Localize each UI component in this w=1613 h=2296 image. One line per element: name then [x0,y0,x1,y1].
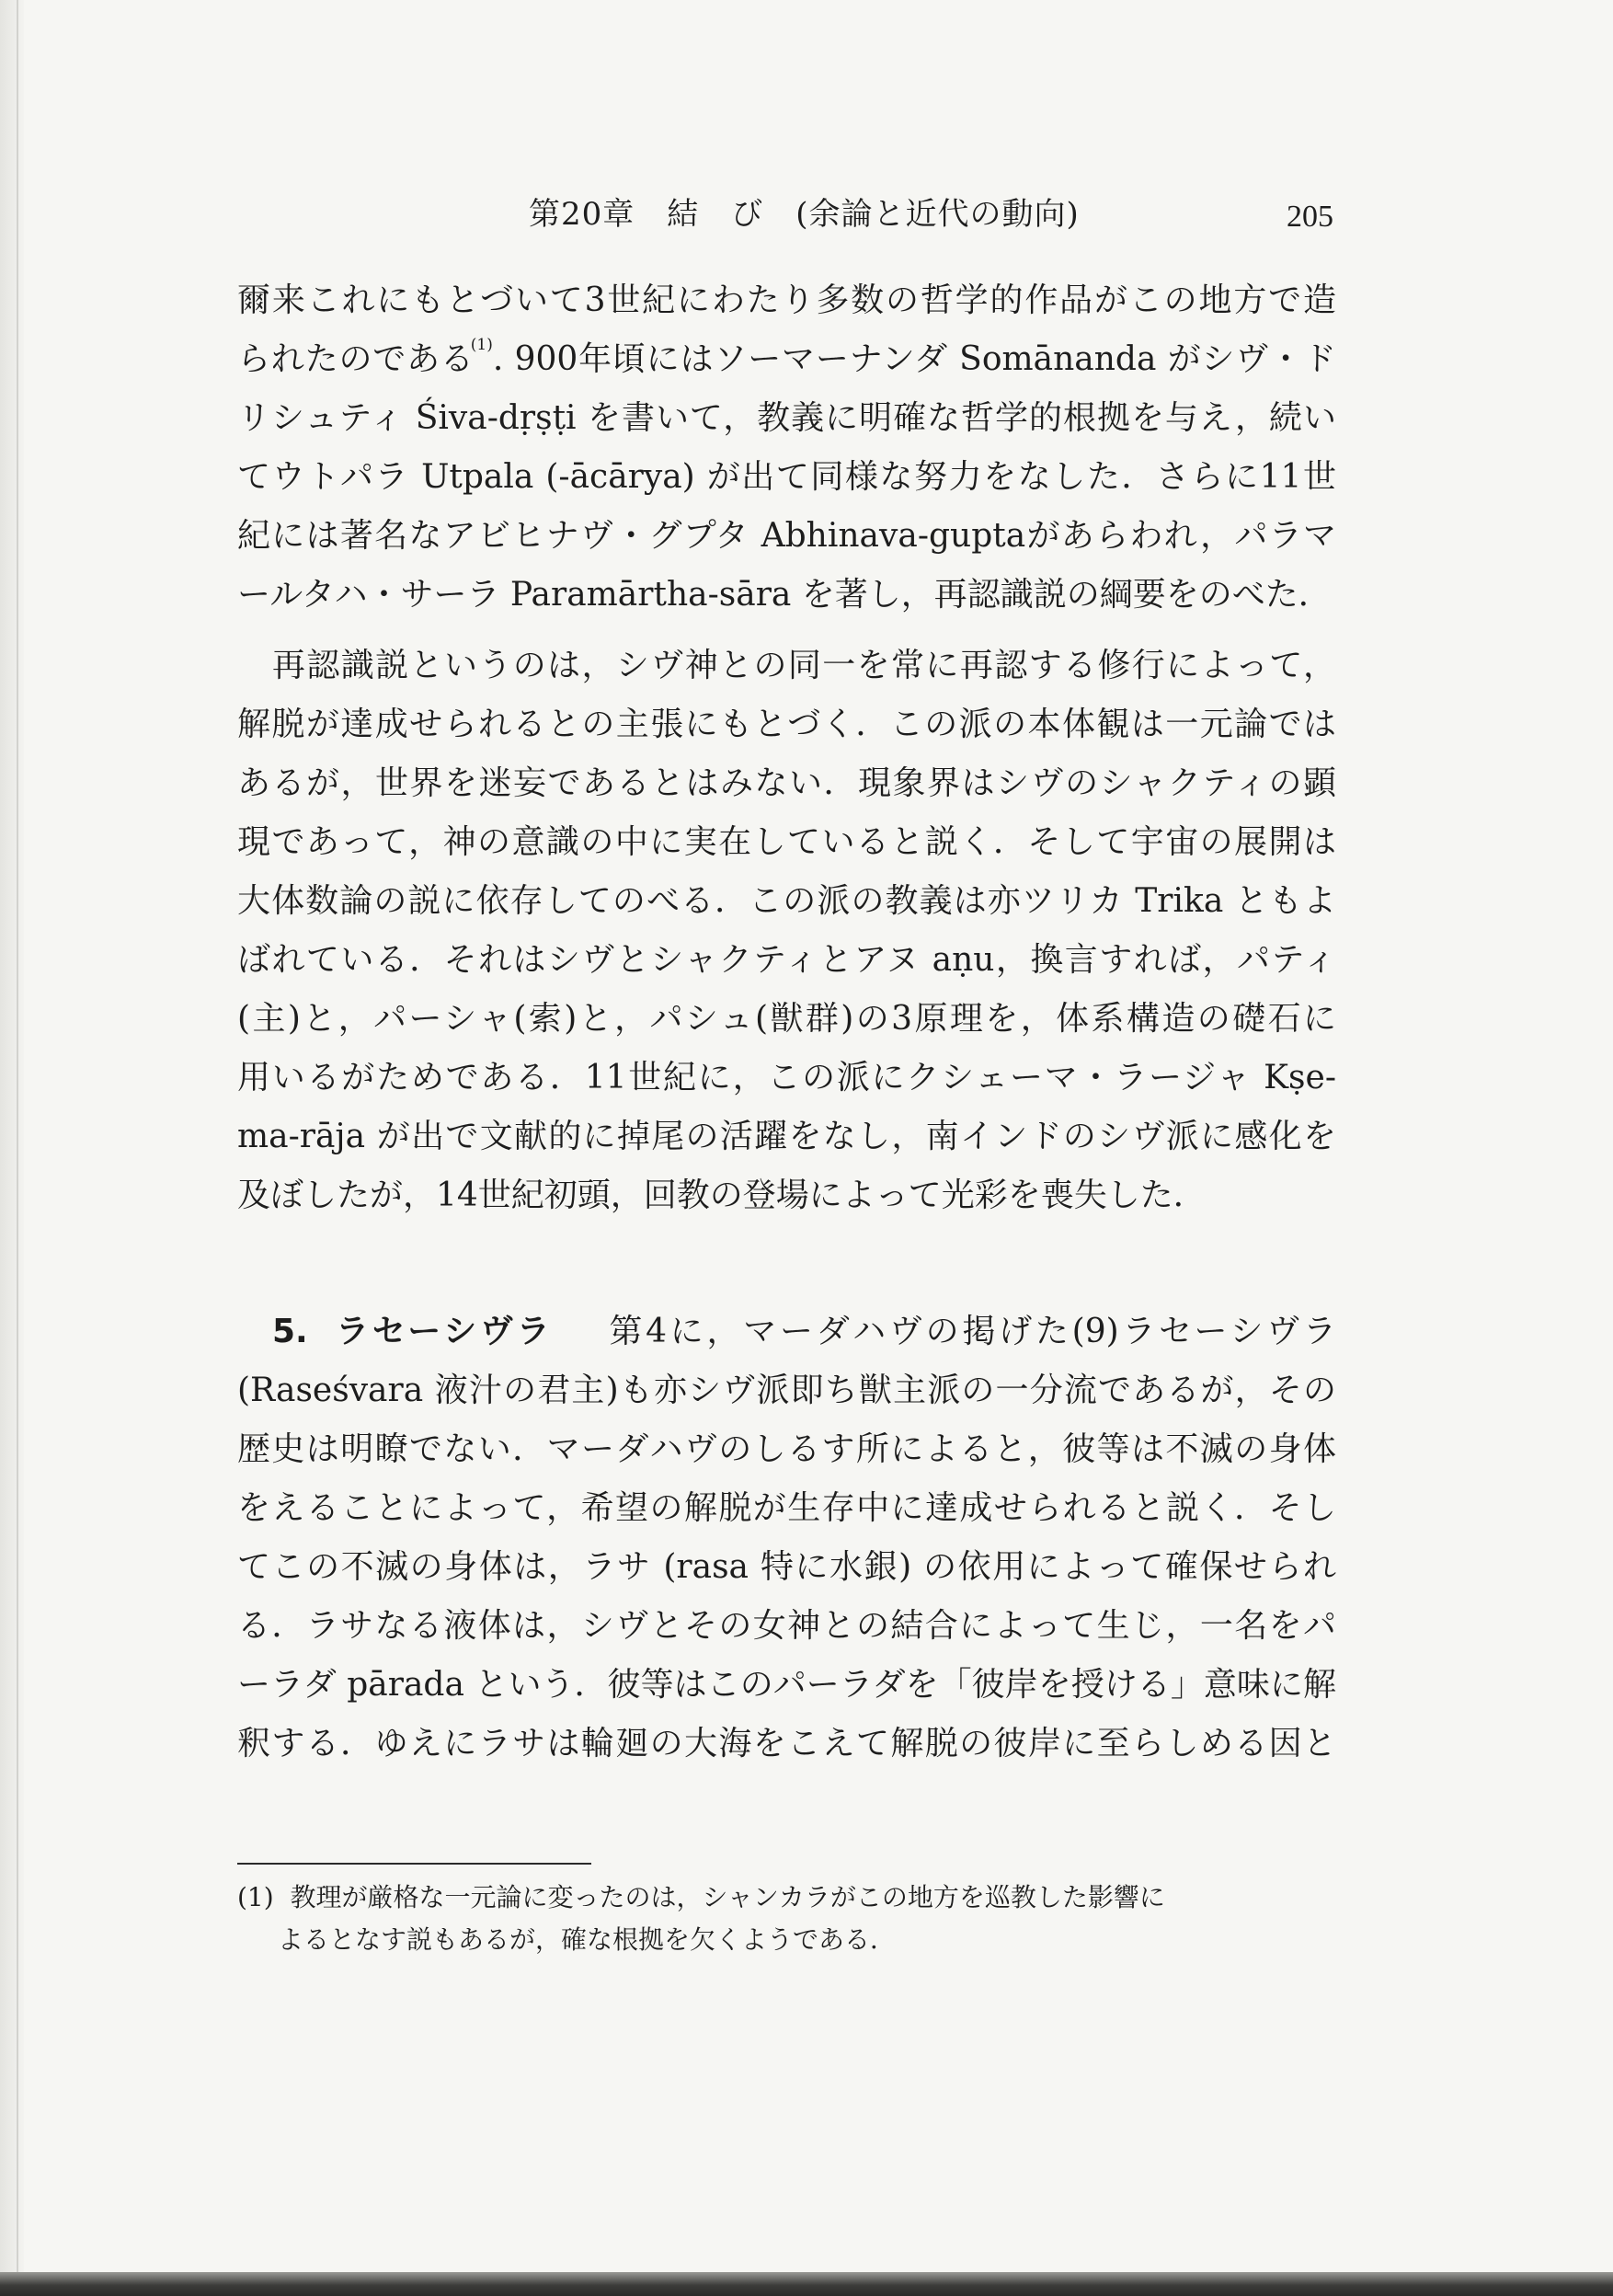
body-line: 現であって，神の意識の中に実在していると説く．そして宇宙の展開は [237,823,1336,861]
body-line: てこの不滅の身体は，ラサ (rasa 特に水銀) の依用によって確保せられ [237,1548,1336,1586]
footnote-marker: (1) [237,1882,274,1912]
page-edge-shadow [0,0,24,2296]
body-line: をえることによって，希望の解脱が生存中に達成せられると説く．そし [237,1489,1336,1527]
footnote-line [237,1877,1336,1919]
body-line: ーラダ pārada という．彼等はこのパーラダを「彼岸を授ける」意味に解 [237,1666,1336,1704]
scan-bottom-edge [0,2272,1613,2296]
body-text: られたのである [237,340,475,378]
body-line: 及ぼしたが，14世紀初頭，回教の登場によって光彩を喪失した． [237,1177,1207,1214]
body-line: 再認識説というのは，シヴ神との同一を常に再認する修行によって， [272,647,1336,684]
page-number: 205 [1287,200,1333,234]
body-line: ールタハ・サーラ Paramārtha-sāra を著し，再認識説の綱要をのべた． [237,576,1332,614]
body-line: リシュティ Śiva-dṛṣṭi を書いて，教義に明確な哲学的根拠を与え，続い [237,399,1336,437]
body-line: 大体数論の説に依存してのべる．この派の教義は亦ツリカ Trika ともよ [237,882,1336,920]
footnote-line: よるとなす説もあるが，確な根拠を欠くようである． [278,1924,897,1955]
section-title: ラセーシヴラ [336,1313,554,1350]
body-line: (主)と，パーシャ(索)と，パシュ(獣群)の3原理を，体系構造の礎石に [237,1000,1336,1038]
body-line: 用いるがためである．11世紀に，この派にクシェーマ・ラージャ Kṣe- [237,1059,1336,1096]
body-line: 爾来これにもとづいて3世紀にわたり多数の哲学的作品がこの地方で造 [237,281,1336,319]
body-line: ma-rāja が出で文献的に掉尾の活躍をなし，南インドのシヴ派に感化を [237,1118,1336,1155]
footnote-ref[interactable]: (1) [470,336,493,354]
running-head: 第20章 結 び (余論と近代の動向) [529,196,1080,233]
body-line: 解脱が達成せられるとの主張にもとづく．この派の本体観は一元論では [237,706,1336,743]
body-line [237,330,1336,389]
footnote-rule [237,1863,591,1865]
body-line: る．ラサなる液体は，シヴとその女神との結合によって生じ，一名をパ [237,1607,1336,1645]
body-line: 釈する．ゆえにラサは輪廻の大海をこえて解脱の彼岸に至らしめる因と [237,1725,1336,1762]
body-text: . 900年頃にはソーマーナンダ Somānanda がシヴ・ド [492,340,1336,378]
body-line: てウトパラ Utpala (-ācārya) が出て同様な努力をなした．さらに11世 [237,458,1336,496]
page-edge-line [17,0,18,2296]
body-line: 紀には著名なアビヒナヴ・グプタ Abhinava-guptaがあらわれ，パラマ [237,517,1336,555]
body-line: (Raseśvara 液汁の君主)も亦シヴ派即ち獣主派の一分流であるが，その [237,1372,1336,1409]
body-line: 歴史は明瞭でない．マーダハヴのしるす所によると，彼等は不滅の身体 [237,1430,1336,1468]
section-number: 5. [272,1313,308,1350]
footnote-text: 教理が厳格な一元論に変ったのは，シャンカラがこの地方を巡教した影響に [290,1882,1165,1912]
body-line: ばれている．それはシヴとシャクティとアヌ aṇu，換言すれば，パティ [237,941,1336,979]
section-heading-line [272,1303,1336,1361]
body-text: 第4に，マーダハヴの掲げた(9)ラセーシヴラ [609,1313,1336,1350]
body-line: あるが，世界を迷妄であるとはみない．現象界はシヴのシャクティの顕 [237,764,1336,802]
